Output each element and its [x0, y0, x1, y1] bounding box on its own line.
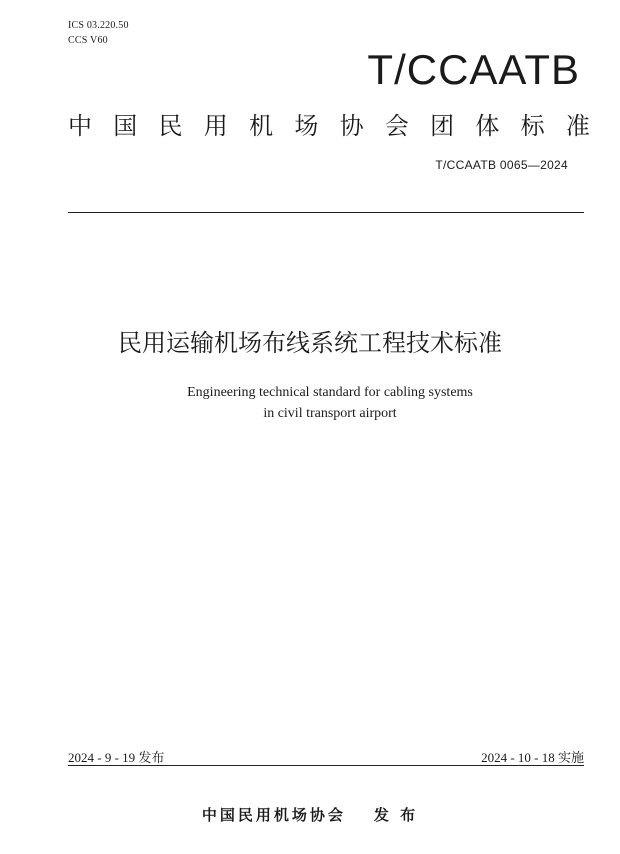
org-title-char: 机: [249, 112, 274, 140]
org-title-char: 标: [520, 112, 545, 140]
standard-number: T/CCAATB 0065—2024: [435, 158, 568, 172]
implementation-date: 2024 - 10 - 18 实施: [481, 750, 584, 765]
org-title-char: 团: [430, 112, 455, 140]
top-divider: [68, 212, 584, 213]
org-title-char: 中: [68, 112, 92, 140]
org-title-char: 场: [294, 112, 319, 140]
org-title-char: 国: [113, 112, 138, 140]
publisher-line: [0, 804, 620, 825]
publisher-name: 中国民用机场协会: [201, 806, 346, 824]
english-title-line-2: in civil transport airport: [263, 406, 397, 421]
english-title: [0, 382, 620, 424]
org-title-char: 用: [203, 112, 228, 140]
ics-code: ICS 03.220.50: [68, 20, 129, 31]
org-title-char: 会: [384, 112, 409, 140]
bottom-divider: [68, 765, 584, 766]
org-standard-title: [68, 110, 590, 142]
ccs-code: CCS V60: [68, 35, 108, 46]
org-title-char: 体: [475, 112, 500, 140]
chinese-title: 民用运输机场布线系统工程技术标准: [118, 329, 502, 357]
english-title-line-1: Engineering technical standard for cabling systems: [187, 385, 473, 400]
org-title-char: 协: [339, 112, 364, 140]
publish-action: 发 布: [373, 806, 419, 824]
release-date: 2024 - 9 - 19 发布: [68, 750, 165, 765]
brand-code: T/CCAATB: [367, 46, 580, 93]
org-title-char: 准: [565, 112, 590, 140]
classification-codes: [68, 18, 129, 48]
org-title-char: 民: [158, 112, 183, 140]
